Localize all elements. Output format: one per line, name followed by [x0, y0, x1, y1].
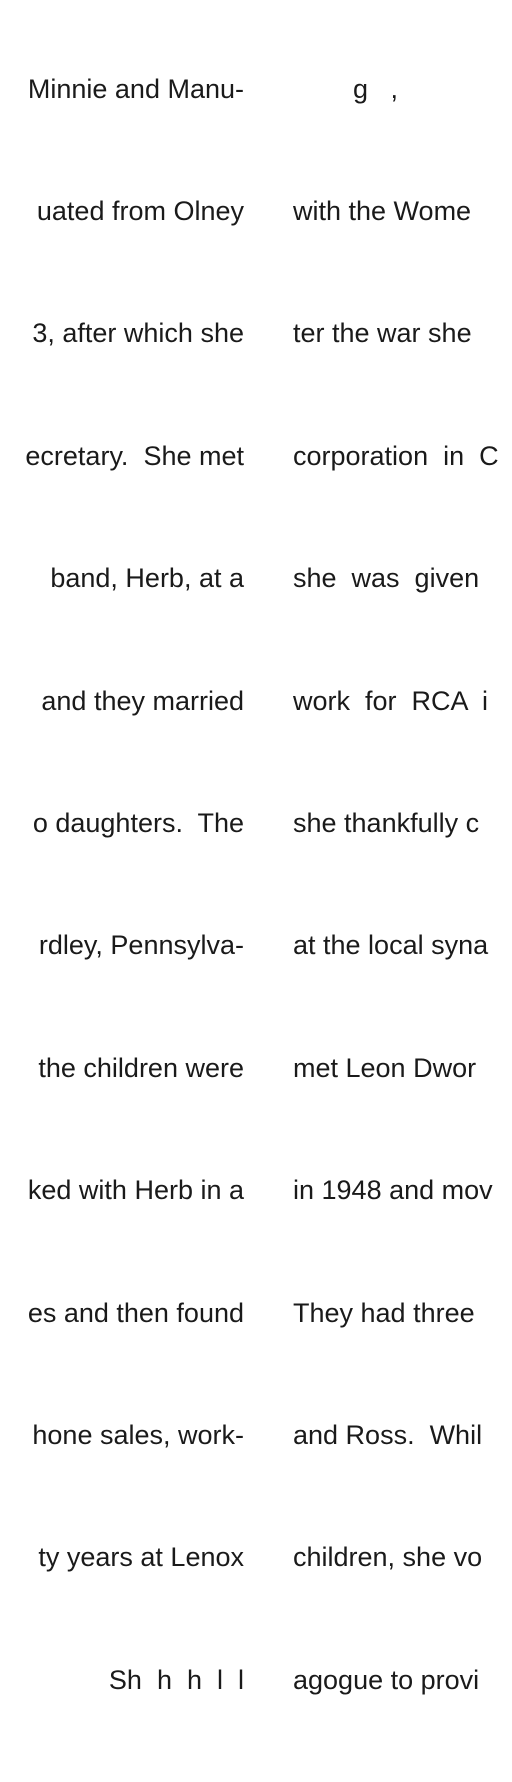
text-line: met Leon Dwor	[293, 1052, 477, 1083]
text-line: and they married	[33, 685, 244, 716]
text-line: in 1948 and mov	[293, 1175, 493, 1206]
text-line: corporation in C	[293, 440, 499, 471]
text-line: o daughters. The	[32, 807, 244, 838]
text-line: work for RCA i	[293, 685, 489, 716]
left-text-column	[25, 0, 244, 1782]
text-line: at the local syna	[293, 930, 489, 961]
text-line: she was given	[293, 563, 480, 594]
text-line: with the Wome	[293, 195, 472, 226]
text-line: Minnie and Manu-	[27, 73, 244, 104]
text-line: g ,	[293, 73, 399, 104]
text-line: 3, after which she	[32, 318, 244, 349]
text-line: rdley, Pennsylva-	[38, 930, 244, 961]
text-line: They had three	[293, 1297, 475, 1328]
text-line: ecretary. She met	[25, 440, 244, 471]
text-line: and Ross. Whil	[293, 1419, 483, 1450]
text-line: band, Herb, at a	[50, 563, 244, 594]
text-line: agogue to provi	[293, 1664, 480, 1695]
right-text-column	[293, 0, 499, 1782]
text-line: hone sales, work-	[32, 1419, 244, 1450]
text-line: ked with Herb in a	[27, 1175, 244, 1206]
text-line: uated from Olney	[36, 195, 244, 226]
text-line: es and then found	[27, 1297, 244, 1328]
text-line: she thankfully c	[293, 807, 480, 838]
text-line: children, she vo	[293, 1542, 483, 1573]
text-line: ter the war she	[293, 318, 472, 349]
text-line: Sh h h l l	[93, 1664, 244, 1695]
text-line: ty years at Lenox	[38, 1542, 244, 1573]
text-line: the children were	[30, 1052, 244, 1083]
